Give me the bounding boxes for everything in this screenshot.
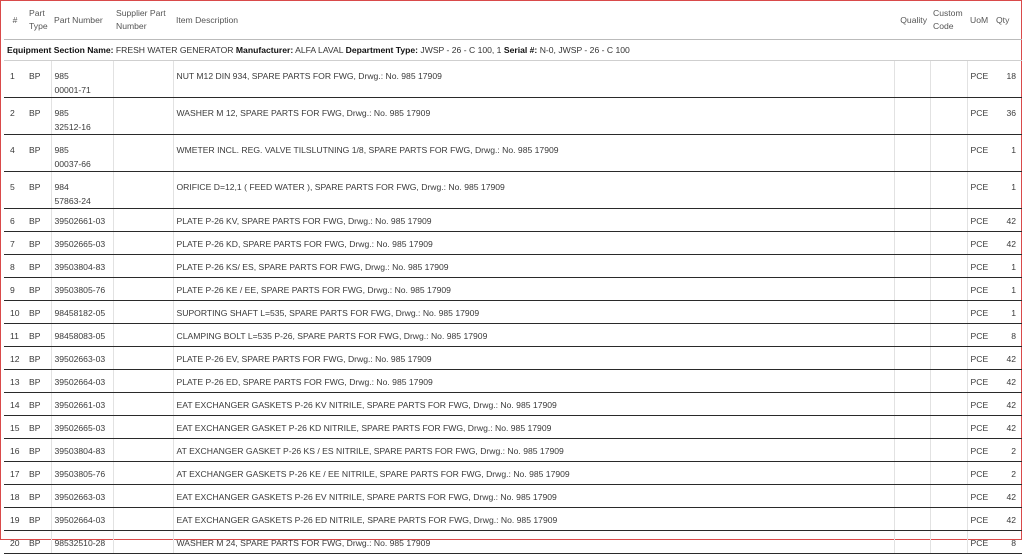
row-index: 1: [4, 61, 26, 98]
manufacturer-value: ALFA LAVAL: [295, 45, 344, 55]
supplier-part-number-cell: [113, 255, 173, 278]
table-row[interactable]: [4, 255, 1022, 278]
item-description-cell: PLATE P-26 KV, SPARE PARTS FOR FWG, Drwg.: No. 985 17909: [173, 209, 894, 232]
custom-code-cell: [930, 135, 967, 172]
uom-cell: PCE: [967, 135, 993, 172]
supplier-part-number-cell: [113, 416, 173, 439]
part-number-line: 984: [54, 182, 69, 192]
item-description-cell: EAT EXCHANGER GASKET P-26 KD NITRILE, SPARE PARTS FOR FWG, Drwg.: No. 985 17909: [173, 416, 894, 439]
table-row[interactable]: [4, 232, 1022, 255]
equipment-section-row: [4, 40, 1022, 61]
col-header-supplier-part-number[interactable]: Supplier Part Number: [113, 1, 173, 40]
custom-code-cell: [930, 98, 967, 135]
part-number-cell: [51, 531, 113, 554]
part-number-line: 39503805-76: [54, 285, 106, 295]
row-index: 4: [4, 135, 26, 172]
uom-cell: PCE: [967, 393, 993, 416]
qty-cell: 42: [993, 347, 1022, 370]
uom-cell: PCE: [967, 485, 993, 508]
qty-cell: 2: [993, 462, 1022, 485]
table-row[interactable]: [4, 98, 1022, 135]
quality-cell: [894, 347, 930, 370]
quality-cell: [894, 439, 930, 462]
uom-cell: PCE: [967, 416, 993, 439]
part-number-cell: [51, 439, 113, 462]
part-number-line: 32512-16: [54, 122, 91, 132]
uom-cell: PCE: [967, 370, 993, 393]
table-row[interactable]: [4, 135, 1022, 172]
part-type-cell: BP: [26, 324, 51, 347]
part-number-line: 985: [54, 145, 69, 155]
item-description-cell: WASHER M 24, SPARE PARTS FOR FWG, Drwg.: No. 985 17909: [173, 531, 894, 554]
row-index: 15: [4, 416, 26, 439]
supplier-part-number-cell: [113, 531, 173, 554]
item-description-cell: EAT EXCHANGER GASKETS P-26 ED NITRILE, SPARE PARTS FOR FWG, Drwg.: No. 985 17909: [173, 508, 894, 531]
part-type-cell: BP: [26, 209, 51, 232]
part-number-cell: [51, 232, 113, 255]
supplier-part-number-cell: [113, 135, 173, 172]
part-type-cell: BP: [26, 135, 51, 172]
table-row[interactable]: [4, 393, 1022, 416]
part-number-line: 39503805-76: [54, 469, 106, 479]
qty-cell: 1: [993, 255, 1022, 278]
table-row[interactable]: [4, 301, 1022, 324]
part-number-cell: [51, 393, 113, 416]
part-number-line: 39502665-03: [54, 239, 106, 249]
part-number-cell: [51, 324, 113, 347]
supplier-part-number-cell: [113, 439, 173, 462]
row-index: 13: [4, 370, 26, 393]
item-description-cell: AT EXCHANGER GASKET P-26 KS / ES NITRILE, SPARE PARTS FOR FWG, Drwg.: No. 985 17909: [173, 439, 894, 462]
quality-cell: [894, 462, 930, 485]
part-number-line: 39502663-03: [54, 492, 106, 502]
supplier-part-number-cell: [113, 370, 173, 393]
part-type-cell: BP: [26, 98, 51, 135]
department-label: Department Type:: [345, 45, 419, 55]
custom-code-cell: [930, 531, 967, 554]
quality-cell: [894, 393, 930, 416]
table-row[interactable]: [4, 439, 1022, 462]
part-number-line: 98532510-28: [54, 538, 106, 548]
table-row[interactable]: [4, 278, 1022, 301]
part-number-line: 39502664-03: [54, 515, 106, 525]
spare-parts-table: [4, 1, 1022, 554]
table-row[interactable]: [4, 209, 1022, 232]
part-number-cell: [51, 508, 113, 531]
supplier-part-number-cell: [113, 172, 173, 209]
part-number-line: 39502661-03: [54, 400, 106, 410]
part-number-cell: [51, 416, 113, 439]
item-description-cell: AT EXCHANGER GASKETS P-26 KE / EE NITRILE, SPARE PARTS FOR FWG, Drwg.: No. 985 17909: [173, 462, 894, 485]
item-description-cell: NUT M12 DIN 934, SPARE PARTS FOR FWG, Drwg.: No. 985 17909: [173, 61, 894, 98]
item-description-cell: WMETER INCL. REG. VALVE TILSLUTNING 1/8, SPARE PARTS FOR FWG, Drwg.: No. 985 17909: [173, 135, 894, 172]
row-index: 2: [4, 98, 26, 135]
item-description-cell: WASHER M 12, SPARE PARTS FOR FWG, Drwg.: No. 985 17909: [173, 98, 894, 135]
part-number-cell: [51, 255, 113, 278]
quality-cell: [894, 531, 930, 554]
part-number-line: 39502661-03: [54, 216, 106, 226]
item-description-cell: ORIFICE D=12,1 ( FEED WATER ), SPARE PARTS FOR FWG, Drwg.: No. 985 17909: [173, 172, 894, 209]
supplier-part-number-cell: [113, 209, 173, 232]
col-header-qty[interactable]: Qty: [993, 1, 1022, 40]
uom-cell: PCE: [967, 61, 993, 98]
department-value: JWSP - 26 - C 100, 1: [420, 45, 502, 55]
uom-cell: PCE: [967, 462, 993, 485]
custom-code-cell: [930, 255, 967, 278]
part-number-line: 39502665-03: [54, 423, 106, 433]
supplier-part-number-cell: [113, 485, 173, 508]
row-index: 10: [4, 301, 26, 324]
part-type-cell: BP: [26, 462, 51, 485]
part-type-cell: BP: [26, 232, 51, 255]
qty-cell: 36: [993, 98, 1022, 135]
custom-code-cell: [930, 232, 967, 255]
part-number-cell: [51, 462, 113, 485]
quality-cell: [894, 485, 930, 508]
supplier-part-number-cell: [113, 508, 173, 531]
table-row[interactable]: [4, 485, 1022, 508]
supplier-part-number-cell: [113, 462, 173, 485]
equipment-section-info: [4, 40, 1022, 61]
supplier-part-number-cell: [113, 347, 173, 370]
row-index: 9: [4, 278, 26, 301]
part-number-line: 98458083-05: [54, 331, 106, 341]
part-type-cell: BP: [26, 416, 51, 439]
part-number-cell: [51, 135, 113, 172]
quality-cell: [894, 301, 930, 324]
supplier-part-number-cell: [113, 301, 173, 324]
qty-cell: 18: [993, 61, 1022, 98]
table-row[interactable]: [4, 370, 1022, 393]
row-index: 19: [4, 508, 26, 531]
row-index: 16: [4, 439, 26, 462]
qty-cell: 1: [993, 172, 1022, 209]
row-index: 20: [4, 531, 26, 554]
row-index: 11: [4, 324, 26, 347]
custom-code-cell: [930, 416, 967, 439]
part-number-cell: [51, 172, 113, 209]
col-header-uom[interactable]: UoM: [967, 1, 993, 40]
part-number-cell: [51, 370, 113, 393]
item-description-cell: CLAMPING BOLT L=535 P-26, SPARE PARTS FOR FWG, Drwg.: No. 985 17909: [173, 324, 894, 347]
part-number-line: 39502664-03: [54, 377, 106, 387]
row-index: 17: [4, 462, 26, 485]
table-header-row: [4, 1, 1022, 40]
custom-code-cell: [930, 370, 967, 393]
quality-cell: [894, 209, 930, 232]
item-description-cell: PLATE P-26 KE / EE, SPARE PARTS FOR FWG, Drwg.: No. 985 17909: [173, 278, 894, 301]
custom-code-cell: [930, 439, 967, 462]
qty-cell: 42: [993, 393, 1022, 416]
qty-cell: 42: [993, 370, 1022, 393]
col-header-part-number[interactable]: Part Number: [51, 1, 113, 40]
table-row[interactable]: [4, 531, 1022, 554]
quality-cell: [894, 98, 930, 135]
part-number-line: 98458182-05: [54, 308, 106, 318]
custom-code-cell: [930, 278, 967, 301]
quality-cell: [894, 370, 930, 393]
part-number-line: 39503804-83: [54, 262, 106, 272]
part-type-cell: BP: [26, 172, 51, 209]
custom-code-cell: [930, 301, 967, 324]
item-description-cell: EAT EXCHANGER GASKETS P-26 KV NITRILE, SPARE PARTS FOR FWG, Drwg.: No. 985 17909: [173, 393, 894, 416]
part-number-cell: [51, 347, 113, 370]
custom-code-cell: [930, 508, 967, 531]
part-number-cell: [51, 209, 113, 232]
supplier-part-number-cell: [113, 278, 173, 301]
custom-code-cell: [930, 209, 967, 232]
table-row[interactable]: [4, 416, 1022, 439]
part-number-line: 57863-24: [54, 196, 91, 206]
serial-value: N-0, JWSP - 26 - C 100: [539, 45, 630, 55]
part-number-cell: [51, 61, 113, 98]
part-type-cell: BP: [26, 370, 51, 393]
row-index: 5: [4, 172, 26, 209]
part-number-cell: [51, 485, 113, 508]
qty-cell: 42: [993, 232, 1022, 255]
part-type-cell: BP: [26, 508, 51, 531]
custom-code-cell: [930, 324, 967, 347]
part-type-cell: BP: [26, 531, 51, 554]
part-number-cell: [51, 301, 113, 324]
quality-cell: [894, 508, 930, 531]
row-index: 14: [4, 393, 26, 416]
col-header-index[interactable]: #: [4, 1, 26, 40]
uom-cell: PCE: [967, 301, 993, 324]
uom-cell: PCE: [967, 98, 993, 135]
uom-cell: PCE: [967, 232, 993, 255]
table-row[interactable]: [4, 324, 1022, 347]
equipment-label: Equipment Section Name:: [7, 45, 114, 55]
part-number-line: 00001-71: [54, 85, 91, 95]
qty-cell: 8: [993, 324, 1022, 347]
item-description-cell: PLATE P-26 EV, SPARE PARTS FOR FWG, Drwg.: No. 985 17909: [173, 347, 894, 370]
part-number-line: 985: [54, 108, 69, 118]
uom-cell: PCE: [967, 531, 993, 554]
part-type-cell: BP: [26, 439, 51, 462]
supplier-part-number-cell: [113, 324, 173, 347]
row-index: 12: [4, 347, 26, 370]
qty-cell: 1: [993, 135, 1022, 172]
custom-code-cell: [930, 485, 967, 508]
qty-cell: 1: [993, 301, 1022, 324]
qty-cell: 42: [993, 209, 1022, 232]
item-description-cell: EAT EXCHANGER GASKETS P-26 EV NITRILE, SPARE PARTS FOR FWG, Drwg.: No. 985 17909: [173, 485, 894, 508]
qty-cell: 8: [993, 531, 1022, 554]
part-type-cell: BP: [26, 393, 51, 416]
part-number-line: 39503804-83: [54, 446, 106, 456]
supplier-part-number-cell: [113, 98, 173, 135]
serial-label: Serial #:: [503, 45, 538, 55]
table-row[interactable]: [4, 462, 1022, 485]
uom-cell: PCE: [967, 324, 993, 347]
part-number-cell: [51, 98, 113, 135]
table-row[interactable]: [4, 172, 1022, 209]
quality-cell: [894, 255, 930, 278]
custom-code-cell: [930, 172, 967, 209]
part-type-cell: BP: [26, 255, 51, 278]
table-row[interactable]: [4, 61, 1022, 98]
supplier-part-number-cell: [113, 393, 173, 416]
supplier-part-number-cell: [113, 61, 173, 98]
uom-cell: PCE: [967, 508, 993, 531]
quality-cell: [894, 135, 930, 172]
quality-cell: [894, 324, 930, 347]
item-description-cell: PLATE P-26 KS/ ES, SPARE PARTS FOR FWG, Drwg.: No. 985 17909: [173, 255, 894, 278]
custom-code-cell: [930, 61, 967, 98]
row-index: 6: [4, 209, 26, 232]
part-type-cell: BP: [26, 301, 51, 324]
custom-code-cell: [930, 347, 967, 370]
part-number-line: 985: [54, 71, 69, 81]
quality-cell: [894, 172, 930, 209]
part-type-cell: BP: [26, 278, 51, 301]
row-index: 7: [4, 232, 26, 255]
qty-cell: 42: [993, 416, 1022, 439]
qty-cell: 2: [993, 439, 1022, 462]
quality-cell: [894, 232, 930, 255]
part-type-cell: BP: [26, 347, 51, 370]
qty-cell: 42: [993, 485, 1022, 508]
item-description-cell: PLATE P-26 KD, SPARE PARTS FOR FWG, Drwg.: No. 985 17909: [173, 232, 894, 255]
quality-cell: [894, 278, 930, 301]
supplier-part-number-cell: [113, 232, 173, 255]
manufacturer-label: Manufacturer:: [235, 45, 294, 55]
uom-cell: PCE: [967, 209, 993, 232]
uom-cell: PCE: [967, 439, 993, 462]
row-index: 8: [4, 255, 26, 278]
custom-code-cell: [930, 462, 967, 485]
table-row[interactable]: [4, 347, 1022, 370]
item-description-cell: PLATE P-26 ED, SPARE PARTS FOR FWG, Drwg.: No. 985 17909: [173, 370, 894, 393]
part-type-cell: BP: [26, 485, 51, 508]
quality-cell: [894, 61, 930, 98]
col-header-item-description[interactable]: Item Description: [173, 1, 894, 40]
table-row[interactable]: [4, 508, 1022, 531]
uom-cell: PCE: [967, 347, 993, 370]
part-number-line: 39502663-03: [54, 354, 106, 364]
uom-cell: PCE: [967, 172, 993, 209]
qty-cell: 1: [993, 278, 1022, 301]
custom-code-cell: [930, 393, 967, 416]
uom-cell: PCE: [967, 255, 993, 278]
part-type-cell: BP: [26, 61, 51, 98]
row-index: 18: [4, 485, 26, 508]
col-header-quality[interactable]: Quality: [894, 1, 930, 40]
equipment-value: FRESH WATER GENERATOR: [115, 45, 234, 55]
part-number-cell: [51, 278, 113, 301]
part-number-line: 00037-66: [54, 159, 91, 169]
quality-cell: [894, 416, 930, 439]
col-header-part-type[interactable]: Part Type: [26, 1, 51, 40]
col-header-custom-code[interactable]: Custom Code: [930, 1, 967, 40]
item-description-cell: SUPORTING SHAFT L=535, SPARE PARTS FOR FWG, Drwg.: No. 985 17909: [173, 301, 894, 324]
uom-cell: PCE: [967, 278, 993, 301]
qty-cell: 42: [993, 508, 1022, 531]
